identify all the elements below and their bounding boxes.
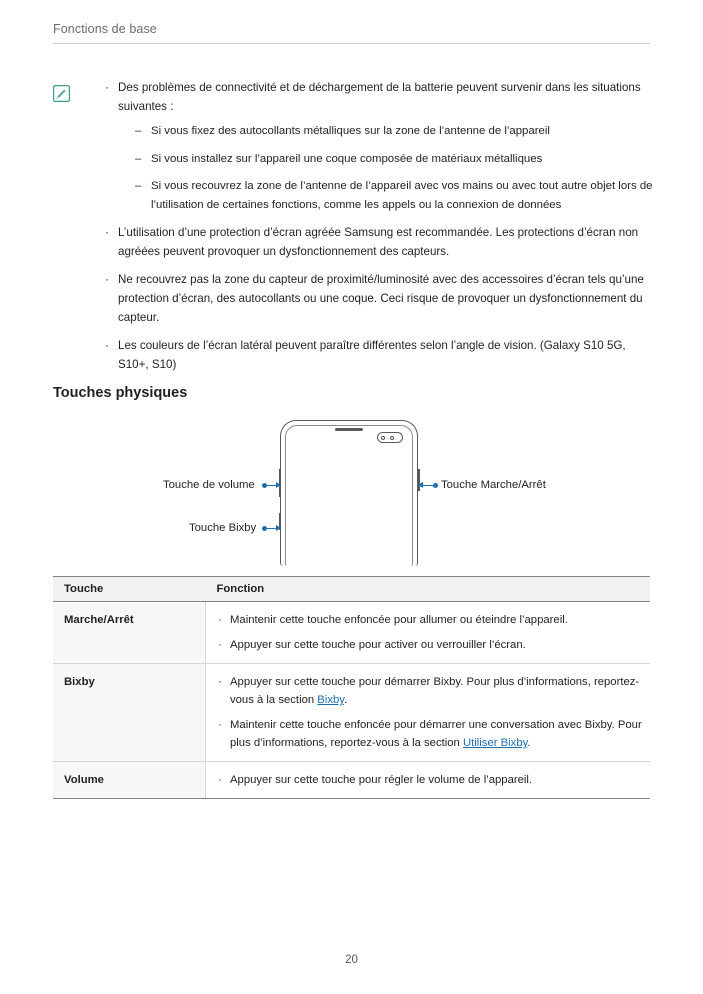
function-bullet <box>217 611 642 629</box>
function-text-tail: . <box>344 694 348 706</box>
table-row <box>53 762 650 799</box>
note-subbullet-text: Si vous fixez des autocollants métalliques sur la zone de l’antenne de l’appareil <box>151 125 550 137</box>
note-bullet <box>103 270 653 327</box>
table-row <box>53 664 650 762</box>
bullet-dot: · <box>105 273 109 286</box>
earpiece-speaker <box>335 428 363 431</box>
phone-illustration <box>280 420 418 566</box>
callout-volume-dot-icon <box>262 483 267 488</box>
note-subbullet <box>133 150 653 169</box>
dash-marker: – <box>135 152 142 165</box>
function-text: Appuyer sur cette touche pour démarrer Bixby. Pour plus d’informations, reportez-vous à la section <box>230 676 640 706</box>
note-bullet-text: Des problèmes de connectivité et de déchargement de la batterie peuvent survenir dans les situations suivantes : <box>118 81 641 113</box>
function-bullet-list <box>217 771 642 789</box>
function-bullet <box>217 771 642 789</box>
bullet-dot: · <box>218 774 222 786</box>
header-title: Fonctions de base <box>53 22 157 36</box>
phone-screen <box>285 425 413 566</box>
row-function-cell <box>206 602 651 664</box>
bullet-dot: · <box>105 339 109 352</box>
header-divider <box>53 43 650 44</box>
section-heading: Touches physiques <box>53 385 188 401</box>
bullet-dot: · <box>218 676 222 688</box>
table-row <box>53 602 650 664</box>
link-utiliser-bixby[interactable]: Utiliser Bixby <box>462 737 528 749</box>
bullet-dot: · <box>218 639 222 651</box>
function-bullet <box>217 716 642 752</box>
function-bullet-list <box>217 673 642 752</box>
row-function-cell <box>206 762 651 799</box>
function-bullet <box>217 673 642 709</box>
callout-power-arrow-icon <box>418 482 423 488</box>
front-camera-icon <box>377 432 403 443</box>
table-header-row <box>53 577 650 602</box>
note-subbullet <box>133 177 653 214</box>
column-header-key: Touche <box>53 577 206 602</box>
note-bullet-text: Ne recouvrez pas la zone du capteur de proximité/luminosité avec des accessoires d’écran tels qu’une protection d’écran, des autocollants ou une coque. Ceci risque de provoquer un dysfonctionnement du capteur. <box>118 273 644 324</box>
note-subbullet-list <box>118 122 653 214</box>
note-bullet <box>103 336 653 374</box>
callout-power-label: Touche Marche/Arrêt <box>441 479 546 491</box>
note-icon <box>53 85 70 102</box>
note-body <box>103 78 653 374</box>
note-bullet-list <box>103 78 653 374</box>
note-bullet <box>103 223 653 261</box>
page-number: 20 <box>345 954 358 966</box>
callout-volume-label: Touche de volume <box>163 479 255 491</box>
function-bullet-list <box>217 611 642 654</box>
callout-volume-arrow-icon <box>276 482 281 488</box>
physical-keys-table <box>53 576 650 799</box>
note-bullet <box>103 78 653 214</box>
bullet-dot: · <box>105 81 109 94</box>
bullet-dot: · <box>218 719 222 731</box>
bullet-dot: · <box>218 614 222 626</box>
row-function-cell <box>206 664 651 762</box>
dash-marker: – <box>135 180 142 192</box>
note-bullet-text: L’utilisation d’une protection d’écran agréée Samsung est recommandée. Les protections d’écran non agréées peuvent provoquer un dysfonctionnement des capteurs. <box>118 226 639 258</box>
callout-bixby-label: Touche Bixby <box>189 522 257 534</box>
note-subbullet-text: Si vous recouvrez la zone de l’antenne de l’appareil avec vos mains ou avec tout autre objet lors de l’utilisation de certaines fonctions, comme les appels ou la connexion de données <box>151 180 653 211</box>
column-header-function: Fonction <box>206 577 651 602</box>
function-text-tail: . <box>527 737 531 749</box>
row-key-label: Bixby <box>53 664 206 762</box>
callout-bixby-dot-icon <box>262 526 267 531</box>
bullet-dot: · <box>105 226 109 239</box>
note-subbullet-text: Si vous installez sur l’appareil une coque composée de matériaux métalliques <box>151 152 543 165</box>
function-text: Appuyer sur cette touche pour régler le volume de l’appareil. <box>230 774 533 786</box>
function-text: Appuyer sur cette touche pour activer ou verrouiller l’écran. <box>230 639 526 651</box>
function-bullet <box>217 636 642 654</box>
row-key-label: Marche/Arrêt <box>53 602 206 664</box>
note-block <box>53 78 653 383</box>
note-subbullet <box>133 122 653 141</box>
dash-marker: – <box>135 125 142 137</box>
function-text: Maintenir cette touche enfoncée pour démarrer une conversation avec Bixby. Pour plus d’informations, reportez-vous à la section <box>230 719 642 749</box>
function-text: Maintenir cette touche enfoncée pour allumer ou éteindre l’appareil. <box>230 614 568 626</box>
row-key-label: Volume <box>53 762 206 799</box>
note-bullet-text: Les couleurs de l’écran latéral peuvent paraître différentes selon l’angle de vision. (Galaxy S10 5G, S10+, S10) <box>118 339 626 371</box>
page-header <box>53 22 650 44</box>
device-diagram <box>53 418 650 566</box>
link-bixby[interactable]: Bixby <box>317 694 345 706</box>
callout-power-dot-icon <box>433 483 438 488</box>
callout-bixby-arrow-icon <box>276 525 281 531</box>
